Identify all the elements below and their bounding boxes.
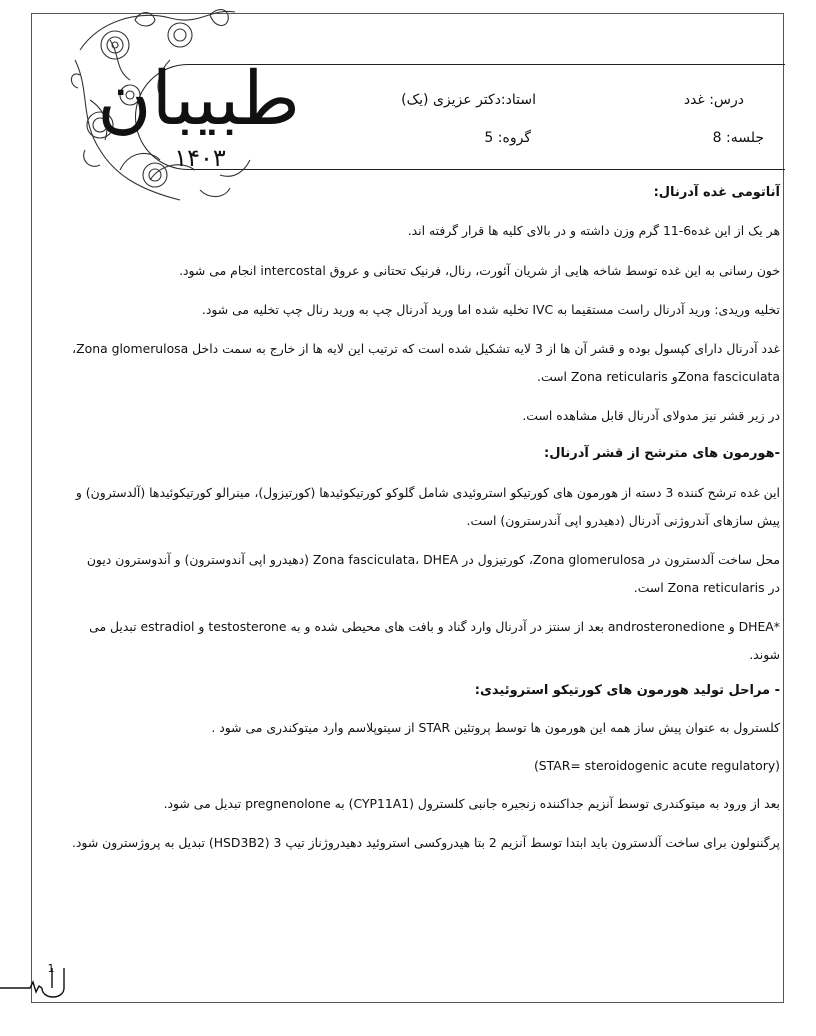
logo-year: ۱۴۰۳ [174,144,226,172]
group-label: گروه: 5 [484,130,531,146]
paragraph: این غده ترشح کننده 3 دسته از هورمون های کورتیکو استروئیدی شامل گلوکو کورتیکوئیدها (کورتیزول)، مینرالو کورتیکوئیدها (آلدسترون) و [75,485,780,500]
paragraph: تخلیه وریدی: ورید آدرنال راست مستقیما به IVC تخلیه شده اما ورید آدرنال چپ به ورید رنال چپ تخلیه می شود. [201,302,780,317]
paragraph: *DHEA و androsteronedione بعد از سنتز در آدرنال وارد گناد و بافت های محیطی شده و به testosterone و estradiol تبدیل می [89,619,780,634]
paragraph: در Zona reticularis است. [633,580,780,595]
course-label: درس: غدد [683,92,744,108]
teacher-label: استاد:دکتر عزیزی (یک) [401,92,536,108]
section-heading-synthesis: - مراحل تولید هورمون های کورتیکو استروئیدی: [474,683,780,698]
paragraph: (STAR= steroidogenic acute regulatory) [533,758,780,773]
page-number: 1 [47,962,55,975]
paragraph: هر یک از این غده6-11 گرم وزن داشته و در بالای کلیه ها قرار گرفته اند. [407,223,780,238]
section-heading-hormones: -هورمون های مترشح از قشر آدرنال: [544,446,780,461]
paragraph: خون رسانی به این غده توسط شاخه هایی از شریان آئورت، رنال، فرنیک تحتانی و عروق intercostal انجام می شود. [179,263,780,278]
paragraph: محل ساخت آلدسترون در Zona glomerulosa، کورتیزول در Zona fasciculata، DHEA (دهیدرو اپی آندوسترون) و آندوسترون دیون [86,552,780,567]
paragraph: کلسترول به عنوان پیش ساز همه این هورمون ها توسط پروتئین STAR از سیتوپلاسم وارد میتوکندری می شود . [211,720,780,735]
paragraph: غدد آدرنال دارای کپسول بوده و قشر آن ها از 3 لایه تشکیل شده است که ترتیب این لایه ها از خارج به سمت داخل Zona glomerulosa، [72,341,780,356]
paragraph: در زیر قشر نیز مدولای آدرنال قابل مشاهده است. [522,408,780,423]
session-label: جلسه: 8 [712,130,764,146]
paragraph: بعد از ورود به میتوکندری توسط آنزیم جداکننده زنجیره جانبی کلسترول (CYP11A1) به pregnenolone تبدیل می شود. [163,796,780,811]
paragraph: پرگننولون برای ساخت آلدسترون باید ابتدا توسط آنزیم 2 بتا هیدروکسی استروئید دهیدروژناز تیپ 3 (HSD3B2) تبدیل به پروژسترون شود. [71,835,780,850]
paragraph: شوند. [749,647,780,662]
paragraph: Zona fasciculataو Zona reticularis است. [537,369,780,384]
paragraph: پیش سازهای آندروژنی آدرنال (دهیدرو اپی آندرسترون) است. [466,513,780,528]
logo: طبیبان [97,56,300,142]
section-heading-anatomy: آناتومی غده آدرنال: [653,185,780,200]
document-body [34,180,784,851]
